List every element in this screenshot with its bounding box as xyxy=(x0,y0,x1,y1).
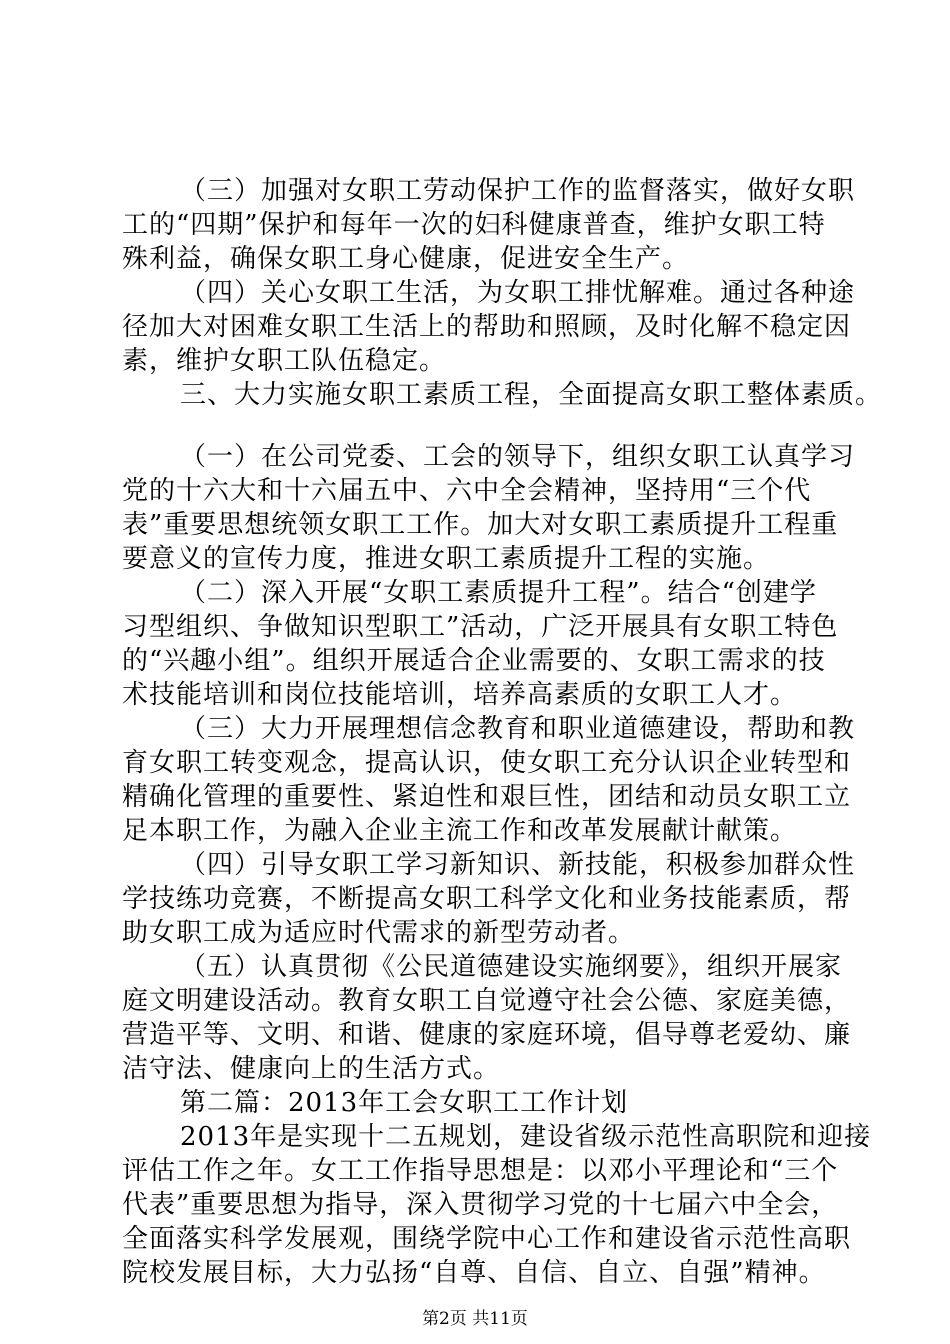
text-line: 的“兴趣小组”。组织开展适合企业需要的、女职工需求的技 xyxy=(122,646,826,676)
text-line: 代表”重要思想为指导，深入贯彻学习党的十七届六中全会， xyxy=(122,1190,839,1220)
text-line: 庭文明建设活动。教育女职工自觉遵守社会公德、家庭美德， xyxy=(122,986,852,1016)
text-line: （一）在公司党委、工会的领导下，组织女职工认真学习 xyxy=(180,442,856,472)
text-line: 工的“四期”保护和每年一次的妇科健康普查，维护女职工特 xyxy=(122,210,826,240)
text-line: 党的十六大和十六届五中、六中全会精神，坚持用“三个代 xyxy=(122,476,812,506)
text-line: （四）引导女职工学习新知识、新技能，积极参加群众性 xyxy=(180,850,856,880)
text-line: 要意义的宣传力度，推进女职工素质提升工程的实施。 xyxy=(122,544,771,574)
text-line: 径加大对困难女职工生活上的帮助和照顾，及时化解不稳定因 xyxy=(122,312,852,342)
text-line: 2013年是实现十二五规划，建设省级示范性高职院和迎接 xyxy=(180,1122,872,1152)
text-line: （三）加强对女职工劳动保护工作的监督落实，做好女职 xyxy=(180,176,856,206)
text-line: 洁守法、健康向上的生活方式。 xyxy=(122,1054,501,1084)
text-line: 评估工作之年。女工工作指导思想是：以邓小平理论和“三个 xyxy=(122,1156,839,1186)
section-heading: 三、大力实施女职工素质工程，全面提高女职工整体素质。 xyxy=(180,380,883,410)
page-number-footer: 第2页 共11页 xyxy=(422,1309,528,1329)
text-line: 营造平等、文明、和谐、健康的家庭环境，倡导尊老爱幼、廉 xyxy=(122,1020,852,1050)
text-line: （二）深入开展“女职工素质提升工程”。结合“创建学 xyxy=(180,578,817,608)
text-line: 表”重要思想统领女职工工作。加大对女职工素质提升工程重 xyxy=(122,510,839,540)
text-line: （四）关心女职工生活，为女职工排忧解难。通过各种途 xyxy=(180,278,856,308)
text-line: （五）认真贯彻《公民道德建设实施纲要》，组织开展家 xyxy=(180,952,843,982)
text-line: 育女职工转变观念，提高认识，使女职工充分认识企业转型和 xyxy=(122,748,852,778)
text-line: 术技能培训和岗位技能培训，培养高素质的女职工人才。 xyxy=(122,680,798,710)
text-line: 殊利益，确保女职工身心健康，促进安全生产。 xyxy=(122,244,690,274)
text-line: 素，维护女职工队伍稳定。 xyxy=(122,346,447,376)
text-line: 助女职工成为适应时代需求的新型劳动者。 xyxy=(122,918,636,948)
chapter-heading: 第二篇：2013年工会女职工工作计划 xyxy=(180,1088,629,1118)
text-line: （三）大力开展理想信念教育和职业道德建设，帮助和教 xyxy=(180,714,856,744)
text-line: 习型组织、争做知识型职工”活动，广泛开展具有女职工特色 xyxy=(122,612,839,642)
text-line: 院校发展目标，大力弘扬“自尊、自信、自立、自强”精神。 xyxy=(122,1258,826,1288)
text-line: 学技练功竞赛，不断提高女职工科学文化和业务技能素质，帮 xyxy=(122,884,852,914)
text-line: 足本职工作，为融入企业主流工作和改革发展献计献策。 xyxy=(122,816,798,846)
text-line: 全面落实科学发展观，围绕学院中心工作和建设省示范性高职 xyxy=(122,1224,852,1254)
text-line: 精确化管理的重要性、紧迫性和艰巨性，团结和动员女职工立 xyxy=(122,782,852,812)
